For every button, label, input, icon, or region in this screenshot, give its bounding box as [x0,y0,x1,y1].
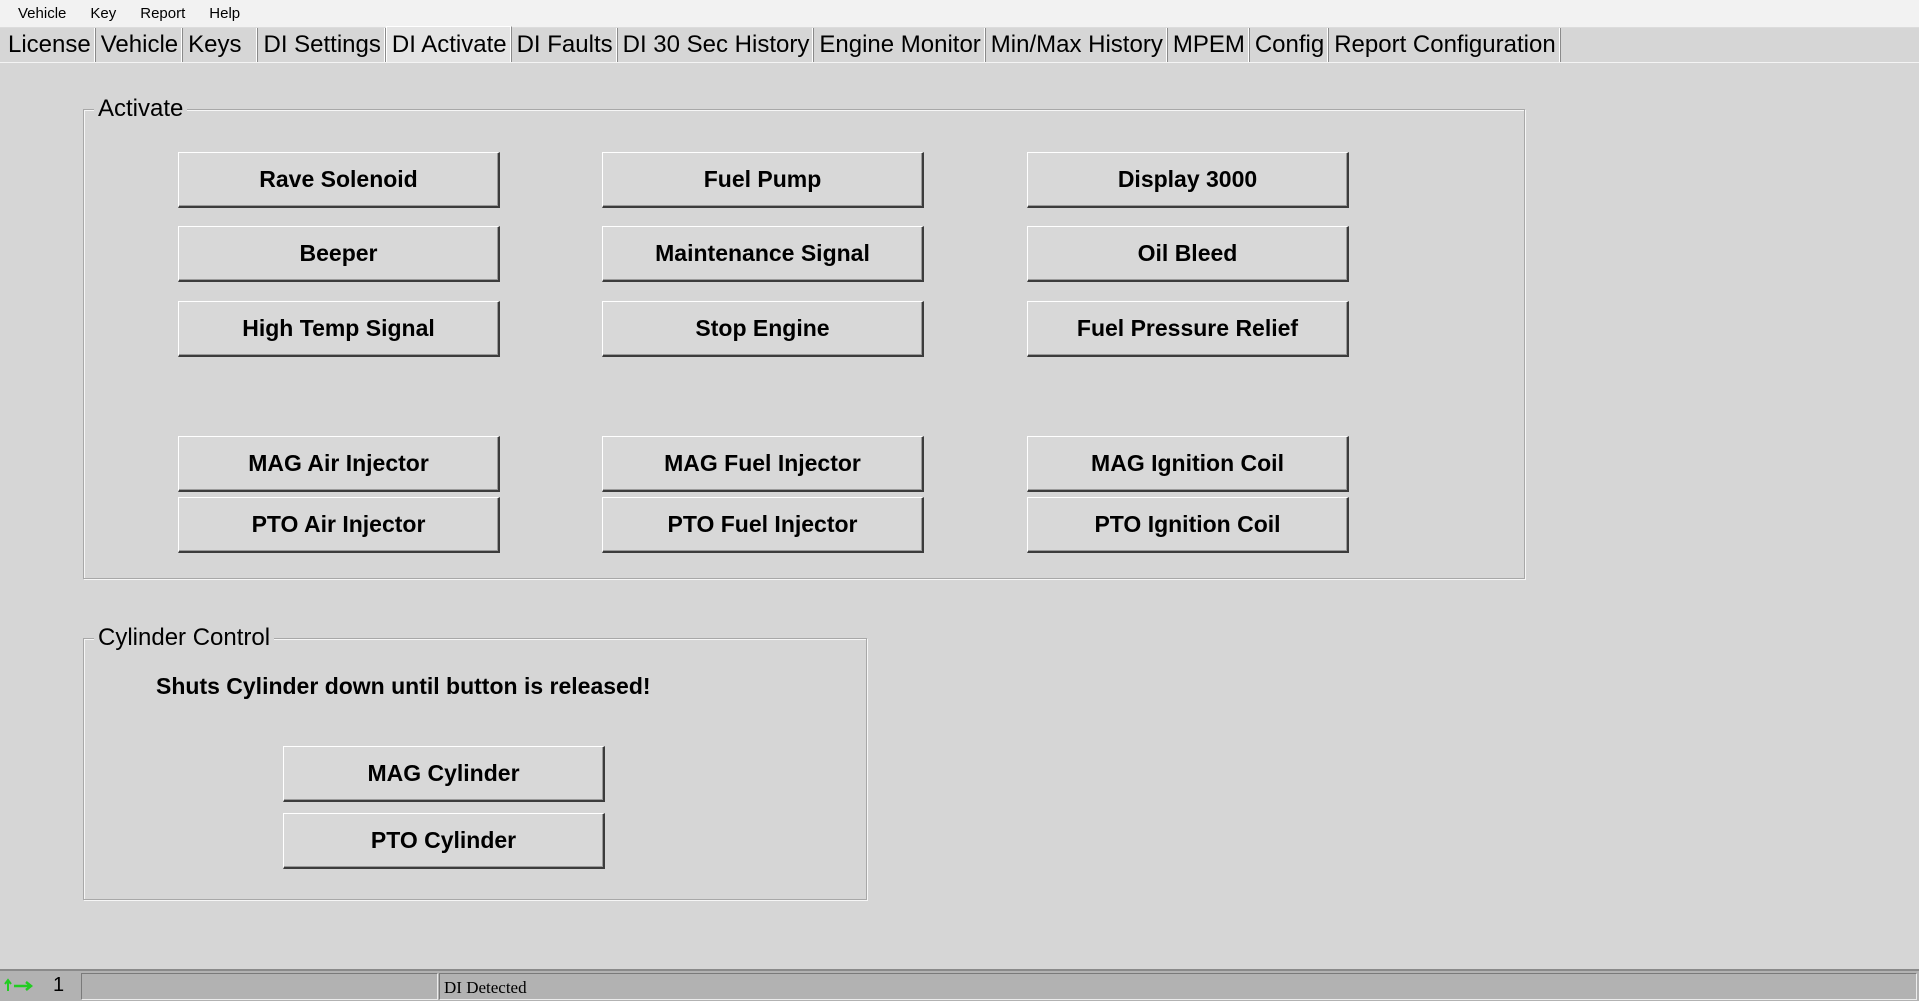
pto-air-injector-button[interactable]: PTO Air Injector [178,497,500,553]
tab-keys[interactable]: Keys [183,28,258,62]
menu-key[interactable]: Key [90,5,117,22]
tab-di-activate[interactable]: DI Activate [386,26,512,62]
stop-engine-button[interactable]: Stop Engine [602,301,924,357]
activate-group-title: Activate [94,95,187,123]
fuel-pressure-relief-button[interactable]: Fuel Pressure Relief [1027,301,1349,357]
tab-di-settings[interactable]: DI Settings [258,28,385,62]
activate-group [83,95,1525,579]
menu-bar [0,0,1919,28]
connection-arrows-icon [4,978,34,994]
status-progress-pane [81,973,438,1000]
fuel-pump-button[interactable]: Fuel Pump [602,152,924,208]
tab-mpem[interactable]: MPEM [1168,28,1250,62]
tab-min-max-history[interactable]: Min/Max History [986,28,1168,62]
status-bar [0,969,1919,1001]
mag-cylinder-button[interactable]: MAG Cylinder [283,746,605,802]
rave-solenoid-button[interactable]: Rave Solenoid [178,152,500,208]
tab-license[interactable]: License [0,28,96,62]
menu-report[interactable]: Report [140,5,186,22]
tab-bar [0,28,1919,63]
pto-cylinder-button[interactable]: PTO Cylinder [283,813,605,869]
oil-bleed-button[interactable]: Oil Bleed [1027,226,1349,282]
beeper-button[interactable]: Beeper [178,226,500,282]
tab-di-faults[interactable]: DI Faults [512,28,618,62]
tab-di-30-sec-history[interactable]: DI 30 Sec History [618,28,815,62]
maintenance-signal-button[interactable]: Maintenance Signal [602,226,924,282]
cylinder-control-group-title: Cylinder Control [94,624,274,652]
status-message-pane [439,973,1917,1000]
mag-ignition-coil-button[interactable]: MAG Ignition Coil [1027,436,1349,492]
tab-vehicle[interactable]: Vehicle [96,28,183,62]
pto-ignition-coil-button[interactable]: PTO Ignition Coil [1027,497,1349,553]
tab-report-configuration[interactable]: Report Configuration [1329,28,1560,62]
cylinder-control-group [83,624,867,900]
display-3000-button[interactable]: Display 3000 [1027,152,1349,208]
cylinder-control-note: Shuts Cylinder down until button is released! [156,673,651,699]
tab-config[interactable]: Config [1250,28,1329,62]
menu-help[interactable]: Help [209,5,241,22]
pto-fuel-injector-button[interactable]: PTO Fuel Injector [602,497,924,553]
mag-air-injector-button[interactable]: MAG Air Injector [178,436,500,492]
mag-fuel-injector-button[interactable]: MAG Fuel Injector [602,436,924,492]
menu-vehicle[interactable]: Vehicle [18,5,67,22]
status-message: DI Detected [444,978,527,997]
tab-engine-monitor[interactable]: Engine Monitor [814,28,985,62]
high-temp-signal-button[interactable]: High Temp Signal [178,301,500,357]
status-count: 1 [53,974,65,996]
